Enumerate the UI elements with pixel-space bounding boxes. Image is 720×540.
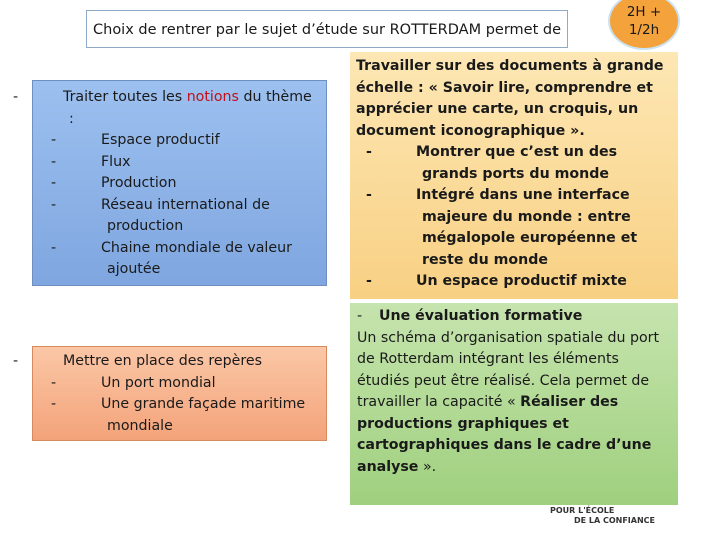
reperes-panel [13, 346, 327, 441]
evaluation-capacity: Réaliser des productions graphiques et cartographiques dans le cadre d’une analyse [357, 394, 652, 475]
list-item: - Réseau international de production [51, 196, 270, 234]
duration-line1: 2H + [626, 4, 662, 20]
notions-intro: - Traiter toutes les notions du thème : [13, 89, 312, 127]
duration-line2: 1/2h [628, 22, 660, 38]
duration-badge [608, 0, 680, 50]
notions-highlight: notions [186, 89, 239, 105]
ecole-confiance-logo: POUR L'ÉCOLE DE LA CONFIANCE [550, 506, 655, 525]
evaluation-body: Un schéma d’organisation spatiale du port de Rotterdam intégrant les éléments étudiés peut être réalisé. Cela permet de travailler la capacité « Réaliser des productions graphiques et cartographiques dans le cadre d’une analyse ». [357, 329, 660, 475]
list-item: - Intégré dans une interface majeure du monde : entre mégalopole européenne et reste du monde [366, 187, 638, 268]
documents-panel [350, 52, 678, 299]
notions-panel [13, 80, 327, 286]
list-item: - Un port mondial [51, 374, 216, 391]
list-item: - Flux [51, 153, 131, 170]
evaluation-panel [350, 303, 678, 505]
title-banner [86, 10, 568, 48]
list-item: - Chaine mondiale de valeur ajoutée [51, 239, 292, 277]
reperes-intro: - Mettre en place des repères [13, 353, 263, 369]
list-item: - Un espace productif mixte [366, 273, 627, 289]
list-item: - Une grande façade maritime mondiale [51, 396, 306, 434]
title-text: Choix de rentrer par le sujet d’étude sur ROTTERDAM permet de [93, 22, 562, 38]
list-item: - Montrer que c’est un des grands ports du monde [366, 144, 618, 182]
documents-intro: Travailler sur des documents à grande échelle : « Savoir lire, comprendre et apprécier une carte, un croquis, un document iconographique ». [356, 58, 664, 139]
list-item: - Espace productif [51, 132, 220, 148]
list-item: - Production [51, 175, 177, 191]
evaluation-heading: - Une évaluation formative [357, 308, 583, 324]
